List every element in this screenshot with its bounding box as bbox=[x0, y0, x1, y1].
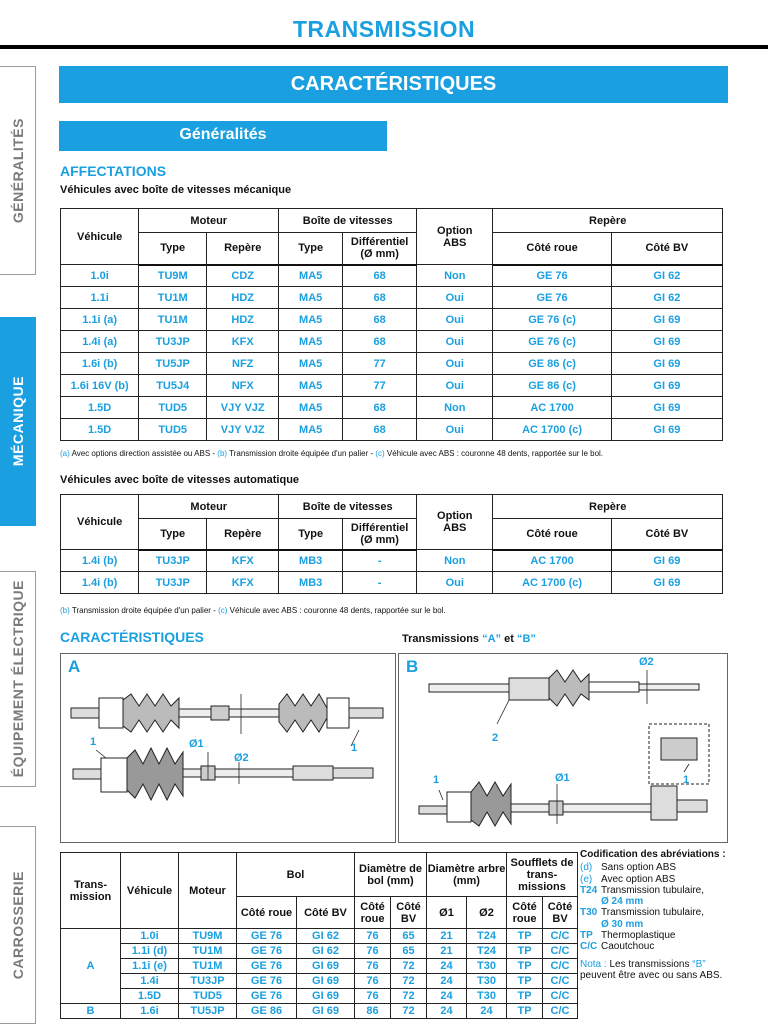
table-cell: MA5 bbox=[279, 265, 343, 287]
abbreviation-key: T24 bbox=[580, 884, 598, 896]
header-rule bbox=[0, 45, 768, 49]
table-cell: MA5 bbox=[279, 353, 343, 375]
table-row bbox=[61, 550, 723, 572]
table-cell: 1.4i (b) bbox=[61, 550, 139, 572]
table-cell: GI 69 bbox=[611, 419, 722, 441]
table-cell: Oui bbox=[417, 353, 493, 375]
table-cell: 24 bbox=[427, 989, 467, 1004]
table-cell: KFX bbox=[207, 331, 279, 353]
table-cell: 1.1i (d) bbox=[121, 944, 179, 959]
col-cote-bv: Côté BV bbox=[611, 519, 722, 550]
figure-a bbox=[60, 653, 396, 843]
abbreviation-key: T30 bbox=[580, 907, 598, 919]
table-row bbox=[61, 331, 723, 353]
table-cell: 1.4i (b) bbox=[61, 572, 139, 594]
table-cell: 68 bbox=[343, 265, 417, 287]
table-cell: - bbox=[343, 550, 417, 572]
auto-gearbox-table bbox=[60, 494, 723, 594]
page-title: TRANSMISSION bbox=[292, 16, 476, 42]
table-cell: GI 69 bbox=[611, 550, 722, 572]
table-cell: Oui bbox=[417, 572, 493, 594]
table-cell: TU1M bbox=[179, 944, 237, 959]
table-cell: NFZ bbox=[207, 353, 279, 375]
side-tab-mecanique[interactable] bbox=[0, 317, 36, 526]
table-row bbox=[61, 959, 578, 974]
transmission-group: A bbox=[61, 929, 121, 1004]
col-boite: Boîte de vitesses bbox=[279, 495, 417, 519]
table-cell: 1.6i 16V (b) bbox=[61, 375, 139, 397]
abbreviation-item bbox=[580, 874, 728, 885]
table-cell: 77 bbox=[343, 375, 417, 397]
col-moteur: Moteur bbox=[139, 209, 279, 233]
col-diam-arbre: Diamètre arbre (mm) bbox=[427, 853, 507, 897]
table-row bbox=[61, 974, 578, 989]
col-differentiel: Différentiel (Ø mm) bbox=[343, 233, 417, 265]
table-cell: Non bbox=[417, 265, 493, 287]
table-cell: CDZ bbox=[207, 265, 279, 287]
table-cell: Non bbox=[417, 397, 493, 419]
table-cell: TU9M bbox=[179, 929, 237, 944]
auto-footnote: (b) Transmission droite équipée d'un palier - (c) Véhicule avec ABS : couronne 48 dents, rapportée sur le bol. bbox=[60, 606, 446, 615]
col-repere-moteur: Repère bbox=[207, 233, 279, 265]
side-tab-label: CARROSSERIE bbox=[9, 870, 26, 980]
affectations-heading: AFFECTATIONS bbox=[60, 163, 167, 179]
table-cell: GE 76 bbox=[237, 959, 297, 974]
table-cell: TU1M bbox=[139, 287, 207, 309]
table-cell: 72 bbox=[391, 959, 427, 974]
table-cell: 72 bbox=[391, 989, 427, 1004]
callout-1: 1 bbox=[90, 736, 97, 748]
table-cell: 86 bbox=[355, 1004, 391, 1019]
table-cell: MA5 bbox=[279, 375, 343, 397]
table-cell: GI 69 bbox=[611, 572, 722, 594]
abbreviation-value: Sans option ABS bbox=[601, 862, 677, 874]
col-souf-cote-bv: Côté BV bbox=[543, 897, 578, 929]
callout-phi1: Ø1 bbox=[189, 738, 204, 750]
table-cell: TP bbox=[507, 929, 543, 944]
table-row bbox=[61, 265, 723, 287]
table-cell: 1.4i bbox=[121, 974, 179, 989]
col-soufflets: Soufflets de trans-missions bbox=[507, 853, 578, 897]
table-cell: C/C bbox=[543, 929, 578, 944]
table-cell: 1.5D bbox=[61, 419, 139, 441]
table-cell: C/C bbox=[543, 989, 578, 1004]
col-cote-roue: Côté roue bbox=[493, 519, 611, 550]
table-cell: GI 69 bbox=[297, 974, 355, 989]
table-cell: VJY VJZ bbox=[207, 419, 279, 441]
table-cell: TU1M bbox=[179, 959, 237, 974]
table-cell: 65 bbox=[391, 944, 427, 959]
table-cell: TU5J4 bbox=[139, 375, 207, 397]
table-cell: GE 76 bbox=[493, 265, 611, 287]
table-cell: 68 bbox=[343, 397, 417, 419]
table-cell: 1.1i bbox=[61, 287, 139, 309]
abbreviation-sub: Ø 24 mm bbox=[601, 896, 644, 908]
table-cell: HDZ bbox=[207, 287, 279, 309]
manual-footnote: (a) Avec options direction assistée ou ABS - (b) Transmission droite équipée d'un palier - (c) Véhicule avec ABS : couronne 48 dents, rapportée sur le bol. bbox=[60, 449, 604, 458]
side-tab-equipement-electrique[interactable] bbox=[0, 571, 36, 787]
col-vehicule: Véhicule bbox=[61, 209, 139, 265]
table-cell: T30 bbox=[467, 959, 507, 974]
table-cell: GI 62 bbox=[611, 287, 722, 309]
callout-1: 1 bbox=[683, 774, 690, 786]
table-cell: TUD5 bbox=[179, 989, 237, 1004]
table-cell: GE 76 bbox=[237, 929, 297, 944]
table-cell: GI 62 bbox=[611, 265, 722, 287]
col-moteur: Moteur bbox=[139, 495, 279, 519]
table-cell: Oui bbox=[417, 419, 493, 441]
figure-caption: Transmissions “A” et “B” bbox=[402, 633, 536, 645]
col-cote-bv: Côté BV bbox=[611, 233, 722, 265]
col-bol-cote-roue: Côté roue bbox=[237, 897, 297, 929]
table-cell: 68 bbox=[343, 419, 417, 441]
col-repere-moteur: Repère bbox=[207, 519, 279, 550]
table-cell: T24 bbox=[467, 944, 507, 959]
table-cell: AC 1700 bbox=[493, 397, 611, 419]
col-type-bv: Type bbox=[279, 519, 343, 550]
table-cell: GE 76 bbox=[237, 989, 297, 1004]
table-cell: GI 69 bbox=[611, 309, 722, 331]
abbreviation-sub: Ø 30 mm bbox=[601, 918, 644, 930]
table-cell: TP bbox=[507, 989, 543, 1004]
table-row bbox=[61, 929, 578, 944]
drive-shaft-a-drawing bbox=[61, 654, 397, 844]
table-cell: 76 bbox=[355, 974, 391, 989]
table-cell: TUD5 bbox=[139, 419, 207, 441]
table-row bbox=[61, 1004, 578, 1019]
table-row bbox=[61, 397, 723, 419]
table-row bbox=[61, 944, 578, 959]
col-option-abs: Option ABS bbox=[417, 495, 493, 550]
table-cell: MA5 bbox=[279, 309, 343, 331]
table-row bbox=[61, 572, 723, 594]
table-cell: 24 bbox=[467, 1004, 507, 1019]
table-cell: TU3JP bbox=[139, 331, 207, 353]
side-tab-generalites[interactable] bbox=[0, 66, 36, 275]
callout-phi2: Ø2 bbox=[639, 656, 654, 668]
table-cell: GE 76 bbox=[237, 944, 297, 959]
table-cell: 77 bbox=[343, 353, 417, 375]
abbreviation-value: Caoutchouc bbox=[601, 941, 655, 953]
col-diam-cote-bv: Côté BV bbox=[391, 897, 427, 929]
manual-gearbox-table bbox=[60, 208, 723, 441]
table-cell: GE 76 bbox=[237, 974, 297, 989]
subsection-banner: Généralités bbox=[59, 121, 387, 151]
side-tab-label: MÉCANIQUE bbox=[9, 376, 26, 467]
table-cell: C/C bbox=[543, 1004, 578, 1019]
table-row bbox=[61, 419, 723, 441]
table-cell: KFX bbox=[207, 572, 279, 594]
col-differentiel: Différentiel (Ø mm) bbox=[343, 519, 417, 550]
table-cell: 24 bbox=[427, 974, 467, 989]
table-cell: 68 bbox=[343, 309, 417, 331]
col-phi1: Ø1 bbox=[427, 897, 467, 929]
col-diam-bol: Diamètre de bol (mm) bbox=[355, 853, 427, 897]
table-cell: GI 69 bbox=[611, 353, 722, 375]
caracteristiques-heading: CARACTÉRISTIQUES bbox=[60, 629, 204, 645]
callout-2: 2 bbox=[492, 732, 499, 744]
table-cell: Oui bbox=[417, 309, 493, 331]
table-cell: GE 86 bbox=[237, 1004, 297, 1019]
table-cell: HDZ bbox=[207, 309, 279, 331]
drive-shaft-b-drawing bbox=[399, 654, 729, 844]
table-cell: Oui bbox=[417, 331, 493, 353]
auto-caption: Véhicules avec boîte de vitesses automatique bbox=[60, 474, 300, 486]
abbreviation-value: Thermoplastique bbox=[601, 930, 676, 942]
table-cell: GI 69 bbox=[611, 375, 722, 397]
table-cell: GI 69 bbox=[611, 397, 722, 419]
table-cell: - bbox=[343, 572, 417, 594]
abbreviations-note: Nota : Les transmissions “B” peuvent être avec ou sans ABS. bbox=[580, 958, 723, 981]
table-cell: 1.0i bbox=[121, 929, 179, 944]
table-cell: MA5 bbox=[279, 397, 343, 419]
transmission-group: B bbox=[61, 1004, 121, 1019]
table-cell: 68 bbox=[343, 287, 417, 309]
abbreviation-item bbox=[580, 941, 728, 952]
abbreviation-key: C/C bbox=[580, 941, 598, 953]
side-tab-label: GÉNÉRALITÉS bbox=[9, 117, 26, 224]
table-cell: MB3 bbox=[279, 550, 343, 572]
table-cell: 1.5D bbox=[121, 989, 179, 1004]
table-cell: GI 69 bbox=[297, 959, 355, 974]
callout-1: 1 bbox=[433, 774, 440, 786]
col-type: Type bbox=[139, 519, 207, 550]
table-cell: AC 1700 (c) bbox=[493, 419, 611, 441]
table-cell: 1.4i (a) bbox=[61, 331, 139, 353]
transmission-spec-table bbox=[60, 852, 578, 1019]
table-row bbox=[61, 989, 578, 1004]
table-cell: AC 1700 bbox=[493, 550, 611, 572]
table-cell: TU5JP bbox=[139, 353, 207, 375]
callout-phi1: Ø1 bbox=[555, 772, 570, 784]
table-cell: VJY VJZ bbox=[207, 397, 279, 419]
table-cell: Oui bbox=[417, 375, 493, 397]
figure-a-label: A bbox=[68, 657, 81, 676]
table-cell: 1.5D bbox=[61, 397, 139, 419]
abbreviation-value: Avec option ABS bbox=[601, 873, 676, 885]
table-cell: 1.1i (a) bbox=[61, 309, 139, 331]
abbreviation-value: Transmission tubulaire, bbox=[601, 907, 705, 919]
col-vehicule: Véhicule bbox=[121, 853, 179, 929]
table-cell: 65 bbox=[391, 929, 427, 944]
table-cell: TU1M bbox=[139, 309, 207, 331]
table-cell: T24 bbox=[467, 929, 507, 944]
table-cell: KFX bbox=[207, 550, 279, 572]
side-tab-label: ÉQUIPEMENT ÉLECTRIQUE bbox=[9, 580, 26, 778]
table-cell: MB3 bbox=[279, 572, 343, 594]
table-cell: GE 76 (c) bbox=[493, 331, 611, 353]
col-bol: Bol bbox=[237, 853, 355, 897]
table-cell: Non bbox=[417, 550, 493, 572]
abbreviations-legend bbox=[580, 849, 728, 981]
table-cell: 72 bbox=[391, 974, 427, 989]
table-row bbox=[61, 353, 723, 375]
abbreviation-item bbox=[580, 930, 728, 941]
table-row bbox=[61, 375, 723, 397]
col-diam-cote-roue: Côté roue bbox=[355, 897, 391, 929]
table-cell: 76 bbox=[355, 959, 391, 974]
table-cell: C/C bbox=[543, 959, 578, 974]
col-vehicule: Véhicule bbox=[61, 495, 139, 550]
table-cell: 1.6i bbox=[121, 1004, 179, 1019]
table-cell: 1.0i bbox=[61, 265, 139, 287]
table-cell: C/C bbox=[543, 974, 578, 989]
table-cell: GI 62 bbox=[297, 944, 355, 959]
table-cell: 76 bbox=[355, 944, 391, 959]
table-cell: T30 bbox=[467, 989, 507, 1004]
table-cell: GE 86 (c) bbox=[493, 353, 611, 375]
abbreviations-title: Codification des abréviations : bbox=[580, 849, 726, 860]
table-cell: GE 76 bbox=[493, 287, 611, 309]
table-row bbox=[61, 287, 723, 309]
table-cell: GE 76 (c) bbox=[493, 309, 611, 331]
table-cell: Oui bbox=[417, 287, 493, 309]
manual-caption: Véhicules avec boîte de vitesses mécanique bbox=[60, 184, 292, 196]
figure-b bbox=[398, 653, 728, 843]
col-cote-roue: Côté roue bbox=[493, 233, 611, 265]
table-cell: AC 1700 (c) bbox=[493, 572, 611, 594]
side-tab-carrosserie[interactable] bbox=[0, 826, 36, 1024]
table-cell: 1.1i (e) bbox=[121, 959, 179, 974]
table-cell: TU3JP bbox=[179, 974, 237, 989]
table-cell: GI 62 bbox=[297, 929, 355, 944]
col-type: Type bbox=[139, 233, 207, 265]
abbreviation-key: TP bbox=[580, 930, 593, 942]
abbreviation-key: (d) bbox=[580, 862, 593, 874]
table-cell: MA5 bbox=[279, 419, 343, 441]
table-cell: 76 bbox=[355, 929, 391, 944]
table-cell: NFX bbox=[207, 375, 279, 397]
table-cell: MA5 bbox=[279, 331, 343, 353]
table-cell: MA5 bbox=[279, 287, 343, 309]
callout-1: 1 bbox=[351, 742, 358, 754]
table-cell: TU5JP bbox=[179, 1004, 237, 1019]
table-cell: 24 bbox=[427, 959, 467, 974]
table-cell: 24 bbox=[427, 1004, 467, 1019]
table-cell: 76 bbox=[355, 989, 391, 1004]
abbreviation-item bbox=[580, 862, 728, 873]
table-cell: TUD5 bbox=[139, 397, 207, 419]
col-repere: Repère bbox=[493, 209, 723, 233]
table-cell: GE 86 (c) bbox=[493, 375, 611, 397]
abbreviation-item bbox=[580, 885, 728, 896]
col-bol-cote-bv: Côté BV bbox=[297, 897, 355, 929]
abbreviation-key: (e) bbox=[580, 873, 593, 885]
figure-b-label: B bbox=[406, 657, 419, 676]
table-cell: 21 bbox=[427, 944, 467, 959]
table-cell: TP bbox=[507, 959, 543, 974]
col-moteur: Moteur bbox=[179, 853, 237, 929]
col-option-abs: Option ABS bbox=[417, 209, 493, 265]
table-cell: TP bbox=[507, 944, 543, 959]
callout-phi2: Ø2 bbox=[234, 752, 249, 764]
col-boite: Boîte de vitesses bbox=[279, 209, 417, 233]
table-cell: GI 69 bbox=[611, 331, 722, 353]
col-transmission: Trans-mission bbox=[61, 853, 121, 929]
col-souf-cote-roue: Côté roue bbox=[507, 897, 543, 929]
table-cell: GI 69 bbox=[297, 989, 355, 1004]
table-cell: 1.6i (b) bbox=[61, 353, 139, 375]
table-cell: TP bbox=[507, 974, 543, 989]
abbreviation-item bbox=[580, 907, 728, 918]
col-repere: Repère bbox=[493, 495, 723, 519]
table-cell: C/C bbox=[543, 944, 578, 959]
table-cell: TU9M bbox=[139, 265, 207, 287]
section-banner: CARACTÉRISTIQUES bbox=[59, 66, 728, 103]
table-cell: 68 bbox=[343, 331, 417, 353]
col-phi2: Ø2 bbox=[467, 897, 507, 929]
table-cell: T30 bbox=[467, 974, 507, 989]
table-cell: TU3JP bbox=[139, 572, 207, 594]
table-cell: GI 69 bbox=[297, 1004, 355, 1019]
col-type-bv: Type bbox=[279, 233, 343, 265]
table-row bbox=[61, 309, 723, 331]
table-cell: 21 bbox=[427, 929, 467, 944]
table-cell: TU3JP bbox=[139, 550, 207, 572]
table-cell: TP bbox=[507, 1004, 543, 1019]
abbreviation-value: Transmission tubulaire, bbox=[601, 884, 705, 896]
table-cell: 72 bbox=[391, 1004, 427, 1019]
